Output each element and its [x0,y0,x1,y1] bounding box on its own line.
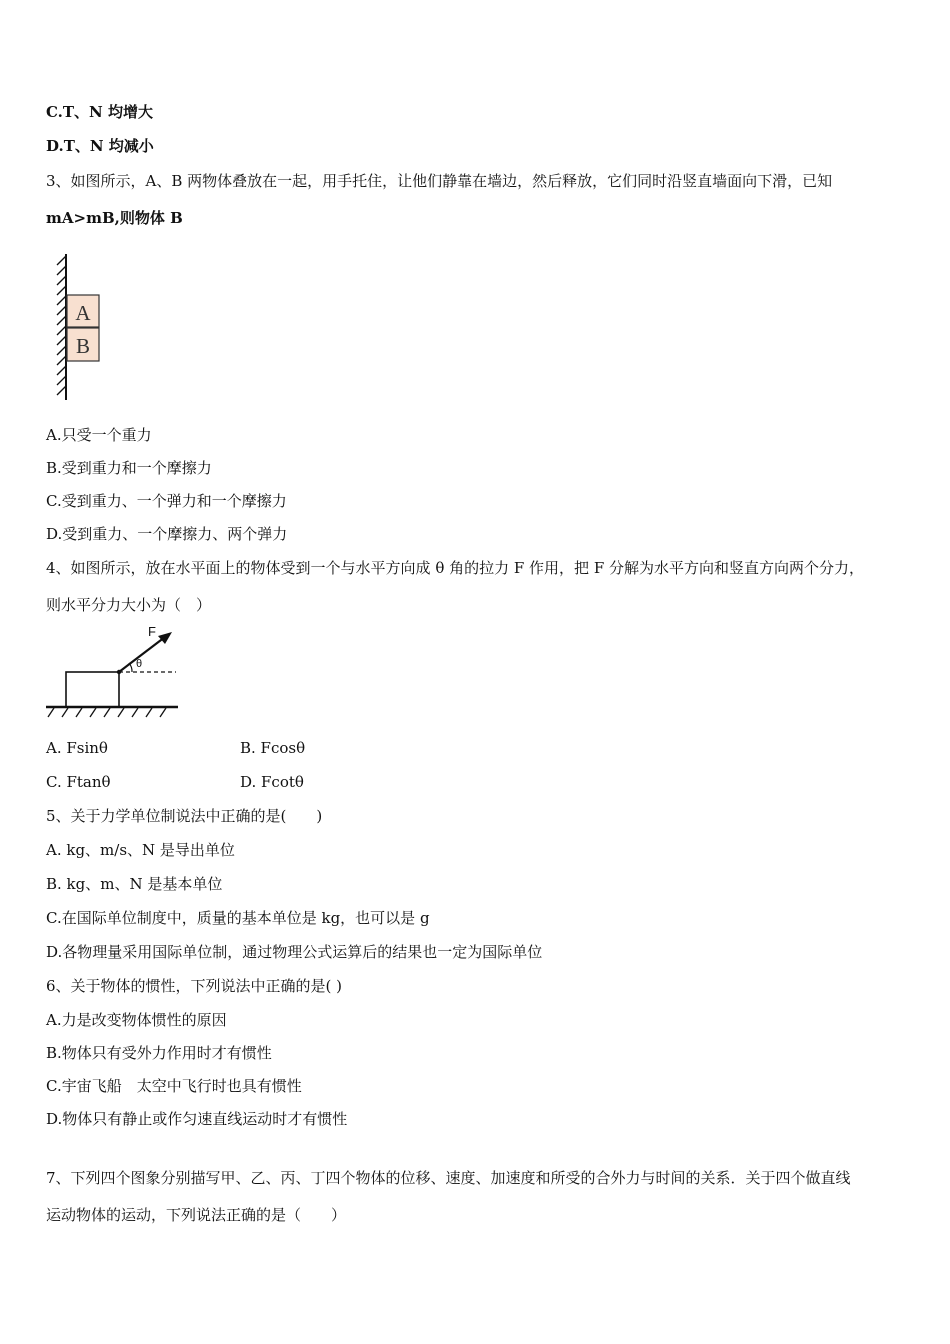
q4-stem-line2: 则水平分力大小为（ ） [46,596,212,614]
q3-wall-blocks-figure [52,252,112,404]
q3-option-b: B.受到重力和一个摩擦力 [46,459,212,477]
q6-option-c: C.宇宙飞船 太空中飞行时也具有惯性 [46,1077,302,1095]
q3-block-a-label: A [75,301,91,325]
q6-option-a: A.力是改变物体惯性的原因 [46,1011,227,1029]
q7-stem-line1: 7、下列四个图象分别描写甲、乙、丙、丁四个物体的位移、速度、加速度和所受的合外力与时间的关系．关于四个做直线 [46,1169,851,1187]
q4-option-d: D. Fcotθ [240,773,304,791]
q4-force-label: F [148,624,156,639]
q4-option-a: A. Fsinθ [46,739,108,757]
q6-option-b: B.物体只有受外力作用时才有惯性 [46,1044,272,1062]
q2-option-d: D.T、N 均减小 [46,137,154,155]
q3-stem-line1: 3、如图所示，A、B 两物体叠放在一起，用手托住，让他们静靠在墙边，然后释放，它们同时沿竖直墙面向下滑，已知 [46,172,833,190]
q4-force-figure [44,622,184,722]
q4-angle-label: θ [136,658,143,670]
q4-option-b: B. Fcosθ [240,739,306,757]
q5-option-b: B. kg、m、N 是基本单位 [46,875,223,893]
q2-option-c: C.T、N 均增大 [46,103,153,121]
q7-stem-line2: 运动物体的运动，下列说法正确的是（ ） [46,1206,347,1224]
q3-option-d: D.受到重力、一个摩擦力、两个弹力 [46,525,288,543]
q3-stem-line2: mA>mB,则物体 B [46,209,183,227]
q5-stem: 5、关于力学单位制说法中正确的是( ) [46,807,323,825]
q3-option-c: C.受到重力、一个弹力和一个摩擦力 [46,492,287,510]
q6-stem: 6、关于物体的惯性，下列说法中正确的是( ) [46,977,343,995]
q6-option-d: D.物体只有静止或作匀速直线运动时才有惯性 [46,1110,348,1128]
q4-option-c: C. Ftanθ [46,773,111,791]
q5-option-d: D.各物理量采用国际单位制，通过物理公式运算后的结果也一定为国际单位 [46,943,543,961]
q3-option-a: A.只受一个重力 [46,426,152,444]
q4-stem-line1: 4、如图所示，放在水平面上的物体受到一个与水平方向成 θ 角的拉力 F 作用，把 F 分解为水平方向和竖直方向两个分力， [46,559,865,577]
q5-option-c: C.在国际单位制度中，质量的基本单位是 kg，也可以是 g [46,909,430,927]
q5-option-a: A. kg、m/s、N 是导出单位 [46,841,235,859]
q3-block-b-label: B [75,334,91,358]
